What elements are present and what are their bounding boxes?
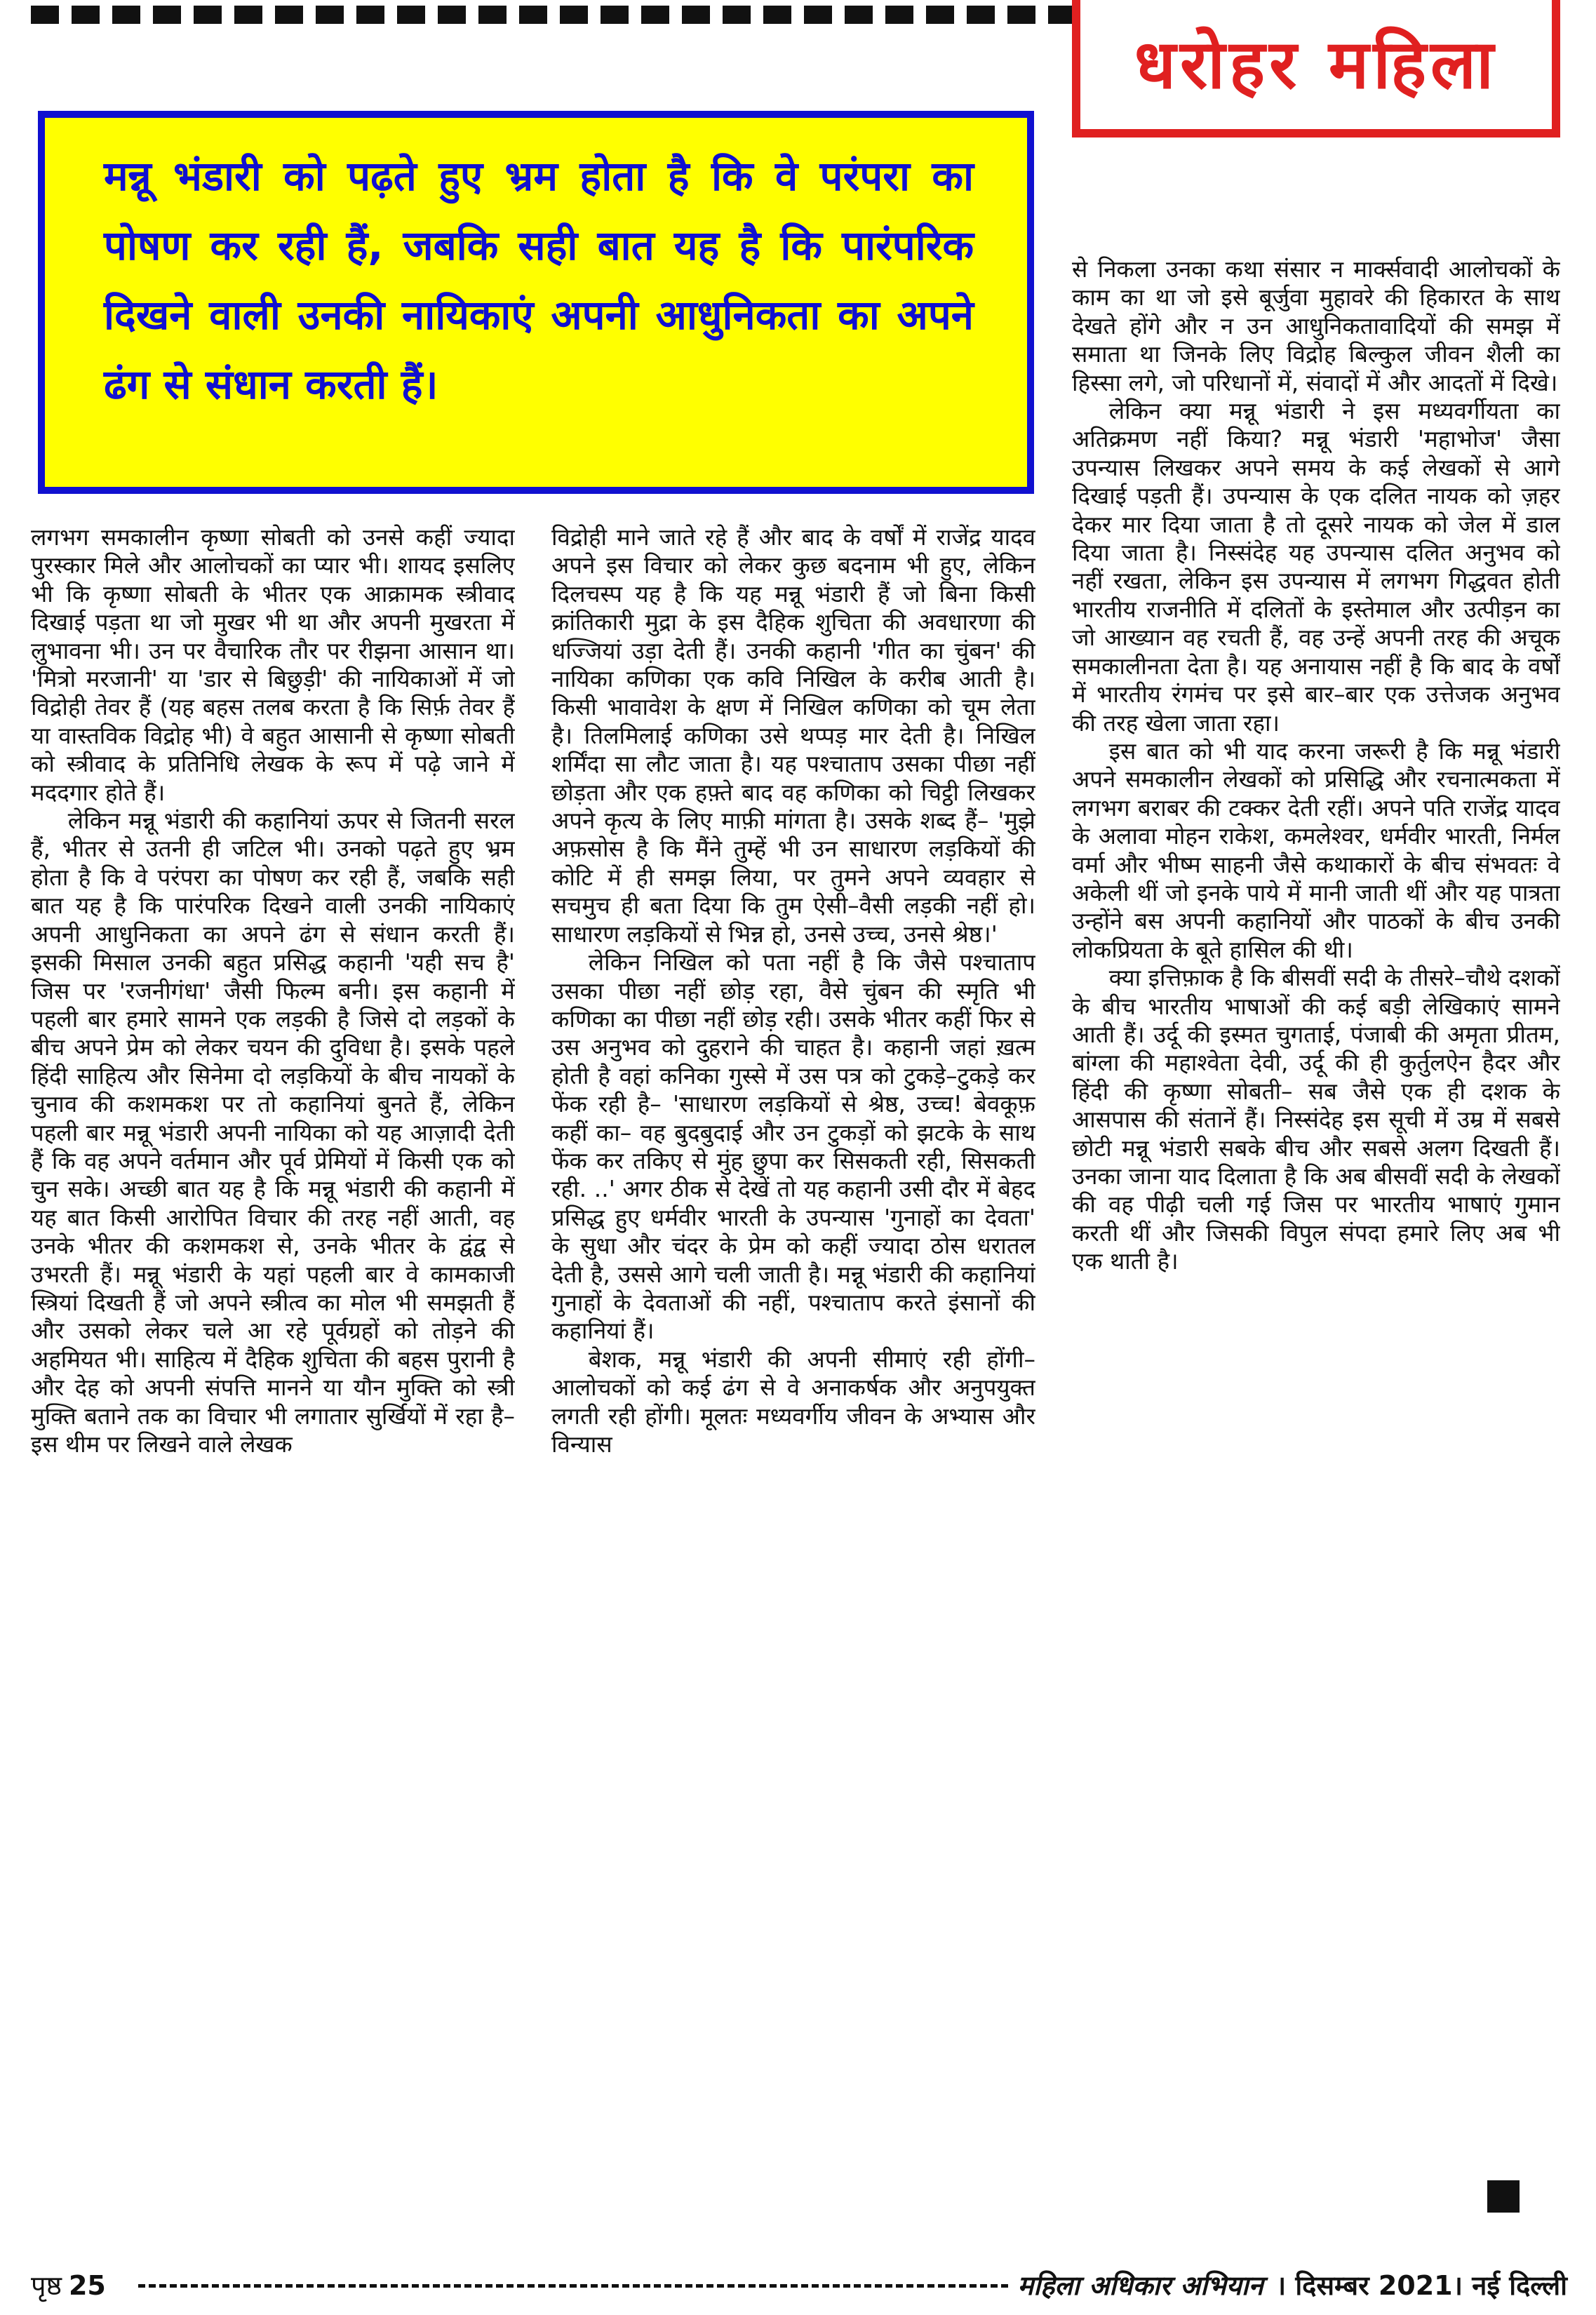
article-column-3 [1072, 255, 1560, 2152]
section-tag-label: धरोहर महिला [1134, 25, 1498, 104]
article-column-2 [551, 523, 1035, 2152]
footer-dash-rule [138, 2284, 1008, 2288]
paragraph: लेकिन निखिल को पता नहीं है कि जैसे पश्चाताप उसका पीछा नहीं छोड़ रहा, वैसे चुंबन की स्मृति भी कणिका का पीछा नहीं छोड़ रही। उसके भीतर कहीं फिर से उस अनुभव को दुहराने की चाहत है। कहानी जहां ख़त्म होती है वहां कनिका गुस्से में उस पत्र को टुकड़े–टुकड़े कर फेंक रही है– 'साधारण लड़कियों से श्रेष्ठ, उच्च! बेवकूफ़ कहीं का– वह बुदबुदाई और उन टुकड़ों को झटके के साथ फेंक कर तकिए से मुंह छुपा कर सिसकती रही, सिसकती रही. ..' अगर ठीक से देखें तो यह कहानी उसी दौर में बेहद प्रसिद्ध हुए धर्मवीर भारती के उपन्यास 'गुनाहों का देवता' के सुधा और चंदर के प्रेम को कहीं ज्यादा ठोस धरातल देती है, उससे आगे चली जाती है। मन्नू भंडारी की कहानियां गुनाहों के देवताओं की नहीं, पश्चाताप करते इंसानों की कहानियां हैं। [551, 948, 1035, 1345]
paragraph: लेकिन मन्नू भंडारी की कहानियां ऊपर से जितनी सरल हैं, भीतर से उतनी ही जटिल भी। उनको पढ़ते हुए भ्रम होता है कि वे परंपरा का पोषण कर रही हैं, जबकि सही बात यह है कि पारंपरिक दिखने वाली उनकी नायिकाएं अपनी आधुनिकता का अपने ढंग से संधान करती हैं। इसकी मिसाल उनकी बहुत प्रसिद्ध कहानी 'यही सच है' जिस पर 'रजनीगंधा' जैसी फिल्म बनी। इस कहानी में पहली बार हमारे सामने एक लड़की है जिसे दो लड़कों के बीच अपने प्रेम को लेकर चयन की दुविधा है। इसके पहले हिंदी साहित्य और सिनेमा दो लड़कियों के बीच नायकों के चुनाव की कशमकश पर तो कहानियां बुनते हैं, लेकिन पहली बार मन्नू भंडारी अपनी नायिका को यह आज़ादी देती हैं कि वह अपने वर्तमान और पूर्व प्रेमियों में किसी एक को चुन सके। अच्छी बात यह है कि मन्नू भंडारी की कहानी में यह बात किसी आरोपित विचार की तरह नहीं आती, वह उनके भीतर की कशमकश से, उनके भीतर के द्वंद्व से उभरती हैं। मन्नू भंडारी के यहां पहली बार वे कामकाजी स्त्रियां दिखती हैं जो अपने स्त्रीत्व का मोल भी समझती हैं और उसको लेकर चले आ रहे पूर्वग्रहों को तोड़ने की अहमियत भी। साहित्य में दैहिक शुचिता की बहस पुरानी है और देह को अपनी संपत्ति मानने या यौन मुक्ति को स्त्री मुक्ति बताने तक का विचार भी लगातार सुर्खियों में रहा है– इस थीम पर लिखने वाले लेखक [31, 807, 515, 1458]
paragraph: लेकिन क्या मन्नू भंडारी ने इस मध्यवर्गीयता का अतिक्रमण नहीं किया? मन्नू भंडारी 'महाभोज' जैसा उपन्यास लिखकर अपने समय के कई लेखकों से आगे दिखाई पड़ती हैं। उपन्यास के एक दलित नायक को ज़हर देकर मार दिया जाता है तो दूसरे नायक को जेल में डाल दिया जाता है। निस्संदेह यह उपन्यास दलित अनुभव को नहीं रखता, लेकिन इस उपन्यास में लगभग गिद्धवत होती भारतीय राजनीति में दलितों के इस्तेमाल और उत्पीड़न का जो आख्यान वह रचती हैं, वह उन्हें अपनी तरह की अचूक समकालीनता देता है। यह अनायास नहीं है कि बाद के वर्षों में भारतीय रंगमंच पर इसे बार–बार एक उत्तेजक अनुभव की तरह खेला जाता रहा। [1072, 397, 1560, 737]
end-of-article-mark [1487, 2180, 1520, 2213]
paragraph: क्या इत्तिफ़ाक है कि बीसवीं सदी के तीसरे–चौथे दशकों के बीच भारतीय भाषाओं की कई बड़ी लेखिकाएं सामने आती हैं। उर्दू की इस्मत चुगताई, पंजाबी की अमृता प्रीतम, बांग्ला की महाश्वेता देवी, उर्दू की ही कुर्तुलऐन हैदर और हिंदी की कृष्णा सोबती– सब जैसे एक ही दशक के आसपास की संतानें हैं। निस्संदेह इस सूची में उम्र में सबसे छोटी मन्नू भंडारी सबके बीच और सबसे अलग दिखती हैं। उनका जाना याद दिलाता है कि अब बीसवीं सदी के लेखकों की वह पीढ़ी चली गई जिस पर भारतीय भाषाएं गुमान करती थीं और जिसकी विपुल संपदा हमारे लिए अब भी एक थाती है। [1072, 964, 1560, 1275]
paragraph: विद्रोही माने जाते रहे हैं और बाद के वर्षों में राजेंद्र यादव अपने इस विचार को लेकर कुछ बदनाम भी हुए, लेकिन दिलचस्प यह है कि यह मन्नू भंडारी हैं जो बिना किसी क्रांतिकारी मुद्रा के इस दैहिक शुचिता की अवधारणा की धज्जियां उड़ा देती हैं। उनकी कहानी 'गीत का चुंबन' की नायिका कणिका एक कवि निखिल के करीब आती है। किसी भावावेश के क्षण में निखिल कणिका को चूम लेता है। तिलमिलाई कणिका उसे थप्पड़ मार देती है। निखिल शर्मिंदा सा लौट जाता है। यह पश्चाताप उसका पीछा नहीं छोड़ता और एक हफ़्ते बाद वह कणिका को चिट्ठी लिखकर अपने कृत्य के लिए माफ़ी मांगता है। उसके शब्द हैं– 'मुझे अफ़सोस है कि मैंने तुम्हें भी उन साधारण लड़कियों की कोटि में ही समझ लिया, पर तुमने अपने व्यवहार से सचमुच ही बता दिया कि तुम ऐसी–वैसी लड़की नहीं हो। साधारण लड़कियों से भिन्न हो, उनसे उच्च, उनसे श्रेष्ठ।' [551, 523, 1035, 948]
page-footer [31, 2264, 1567, 2307]
issue-info: । दिसम्बर 2021। नई दिल्ली [1275, 2270, 1567, 2301]
paragraph: इस बात को भी याद करना जरूरी है कि मन्नू भंडारी अपने समकालीन लेखकों को प्रसिद्धि और रचनात्मकता में लगभग बराबर की टक्कर देती रहीं। अपने पति राजेंद्र यादव के अलावा मोहन राकेश, कमलेश्वर, धर्मवीर भारती, निर्मल वर्मा और भीष्म साहनी जैसे कथाकारों के बीच संभवतः वे अकेली थीं जो इनके पाये में मानी जाती थीं और यह पात्रता उन्होंने बस अपनी कहानियों और पाठकों के बीच उनकी लोकप्रियता के बूते हासिल की थी। [1072, 737, 1560, 963]
paragraph: लगभग समकालीन कृष्णा सोबती को उनसे कहीं ज्यादा पुरस्कार मिले और आलोचकों का प्यार भी। शायद इसलिए भी कि कृष्णा सोबती के भीतर एक आक्रामक स्त्रीवाद दिखाई पड़ता था जो मुखर भी था और अपनी मुखरता में लुभावना भी। उन पर वैचारिक तौर पर रीझना आसान था। 'मित्रो मरजानी' या 'डार से बिछुड़ी' की नायिकाओं में जो विद्रोही तेवर हैं (यह बहस तलब करता है कि सिर्फ़ तेवर हैं या वास्तविक विद्रोह भी) वे बहुत आसानी से कृष्णा सोबती को स्त्रीवाद के प्रतिनिधि लेखक के रूप में पढ़े जाने में मददगार होते हैं। [31, 523, 515, 806]
pullquote-text: मन्नू भंडारी को पढ़ते हुए भ्रम होता है कि वे परंपरा का पोषण कर रही हैं, जबकि सही बात यह है कि पारंपरिक दिखने वाली उनकी नायिकाएं अपनी आधुनिकता का अपने ढंग से संधान करती हैं। [104, 152, 974, 408]
pullquote-box [38, 111, 1034, 494]
page-number: 25 [68, 2270, 106, 2301]
section-tag [1072, 0, 1560, 137]
top-dash-rule [31, 6, 1072, 24]
paragraph: से निकला उनका कथा संसार न मार्क्सवादी आलोचकों के काम का था जो इसे बूर्जुवा मुहावरे की हिकारत के साथ देखते होंगे और न उन आधुनिकतावादियों की समझ में समाता था जिनके लिए विद्रोह बिल्कुल जीवन शैली का हिस्सा लगे, जो परिधानों में, संवादों में और आदतों में दिखे। [1072, 255, 1560, 396]
page-label: पृष्ठ [31, 2270, 62, 2301]
paragraph: बेशक, मन्नू भंडारी की अपनी सीमाएं रही होंगी– आलोचकों को कई ढंग से वे अनाकर्षक और अनुपयुक्त लगती रही होंगी। मूलतः मध्यवर्गीय जीवन के अभ्यास और विन्यास [551, 1345, 1035, 1458]
magazine-name: महिला अधिकार अभियान [1017, 2270, 1263, 2301]
article-column-1 [31, 523, 515, 2152]
